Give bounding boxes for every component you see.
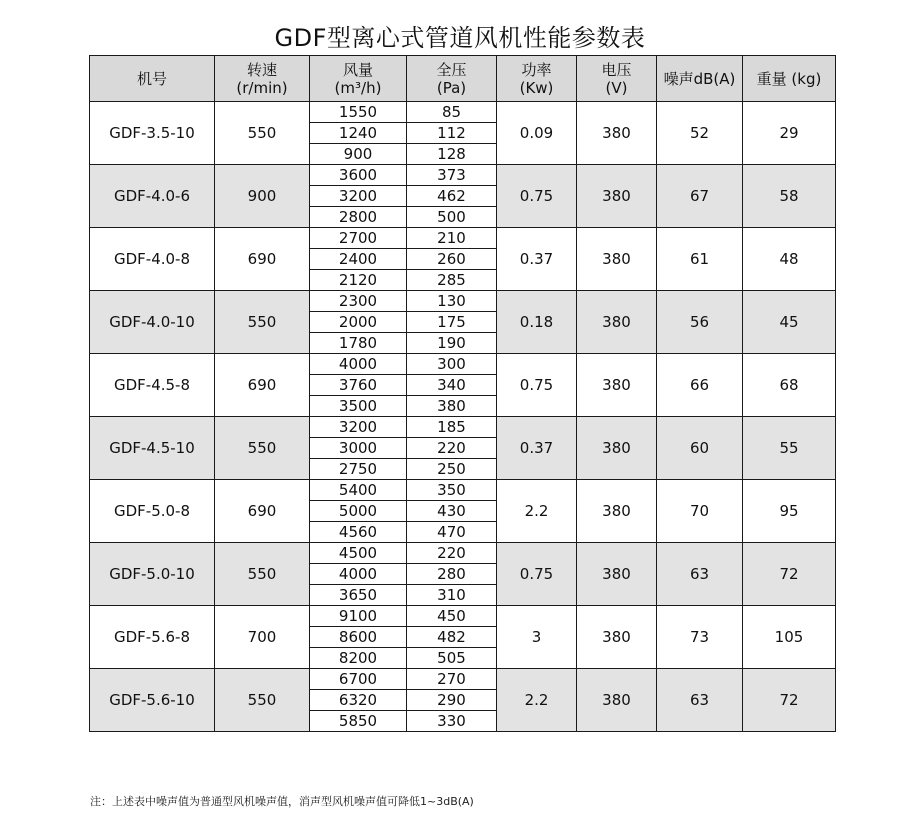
weight-cell: 55 [743, 417, 836, 480]
flow-cell: 5850 [310, 711, 407, 732]
model-cell: GDF-5.0-8 [90, 480, 215, 543]
model-cell: GDF-5.6-8 [90, 606, 215, 669]
flow-cell: 2000 [310, 312, 407, 333]
flow-cell: 4000 [310, 564, 407, 585]
flow-cell: 4560 [310, 522, 407, 543]
flow-cell: 8200 [310, 648, 407, 669]
flow-cell: 3200 [310, 186, 407, 207]
pressure-cell: 450 [407, 606, 497, 627]
flow-cell: 1240 [310, 123, 407, 144]
power-cell: 0.75 [497, 543, 577, 606]
pressure-cell: 430 [407, 501, 497, 522]
table-row [90, 228, 836, 249]
table-row [90, 291, 836, 312]
table-body [90, 102, 836, 732]
flow-cell: 3000 [310, 438, 407, 459]
table-row [90, 606, 836, 627]
power-cell: 0.37 [497, 228, 577, 291]
flow-cell: 2750 [310, 459, 407, 480]
header-weight: 重量 (kg) [743, 56, 836, 102]
header-noise: 噪声dB(A) [657, 56, 743, 102]
flow-cell: 2300 [310, 291, 407, 312]
noise-cell: 70 [657, 480, 743, 543]
voltage-cell: 380 [577, 669, 657, 732]
pressure-cell: 482 [407, 627, 497, 648]
noise-cell: 66 [657, 354, 743, 417]
speed-cell: 550 [215, 291, 310, 354]
flow-cell: 3650 [310, 585, 407, 606]
model-cell: GDF-4.0-6 [90, 165, 215, 228]
flow-cell: 9100 [310, 606, 407, 627]
weight-cell: 58 [743, 165, 836, 228]
power-cell: 0.09 [497, 102, 577, 165]
header-flow: 风量 (m³/h) [310, 56, 407, 102]
speed-cell: 550 [215, 417, 310, 480]
noise-cell: 63 [657, 543, 743, 606]
noise-cell: 73 [657, 606, 743, 669]
model-cell: GDF-5.0-10 [90, 543, 215, 606]
pressure-cell: 280 [407, 564, 497, 585]
weight-cell: 95 [743, 480, 836, 543]
fan-spec-table [89, 55, 836, 732]
model-cell: GDF-5.6-10 [90, 669, 215, 732]
header-power: 功率 (Kw) [497, 56, 577, 102]
table-row [90, 543, 836, 564]
pressure-cell: 470 [407, 522, 497, 543]
pressure-cell: 505 [407, 648, 497, 669]
flow-cell: 4500 [310, 543, 407, 564]
flow-cell: 1550 [310, 102, 407, 123]
noise-cell: 67 [657, 165, 743, 228]
voltage-cell: 380 [577, 480, 657, 543]
noise-cell: 61 [657, 228, 743, 291]
pressure-cell: 210 [407, 228, 497, 249]
pressure-cell: 340 [407, 375, 497, 396]
pressure-cell: 190 [407, 333, 497, 354]
voltage-cell: 380 [577, 102, 657, 165]
noise-cell: 60 [657, 417, 743, 480]
flow-cell: 3500 [310, 396, 407, 417]
flow-cell: 6700 [310, 669, 407, 690]
speed-cell: 550 [215, 543, 310, 606]
flow-cell: 6320 [310, 690, 407, 711]
pressure-cell: 290 [407, 690, 497, 711]
pressure-cell: 260 [407, 249, 497, 270]
table-row [90, 669, 836, 690]
power-cell: 3 [497, 606, 577, 669]
flow-cell: 5400 [310, 480, 407, 501]
weight-cell: 48 [743, 228, 836, 291]
flow-cell: 4000 [310, 354, 407, 375]
power-cell: 2.2 [497, 669, 577, 732]
voltage-cell: 380 [577, 354, 657, 417]
weight-cell: 72 [743, 669, 836, 732]
voltage-cell: 380 [577, 417, 657, 480]
table-row [90, 417, 836, 438]
page-title: GDF型离心式管道风机性能参数表 [274, 24, 646, 52]
speed-cell: 550 [215, 669, 310, 732]
table-row [90, 102, 836, 123]
pressure-cell: 300 [407, 354, 497, 375]
pressure-cell: 128 [407, 144, 497, 165]
speed-cell: 900 [215, 165, 310, 228]
header-row [90, 56, 836, 102]
speed-cell: 700 [215, 606, 310, 669]
model-cell: GDF-4.0-8 [90, 228, 215, 291]
voltage-cell: 380 [577, 606, 657, 669]
pressure-cell: 250 [407, 459, 497, 480]
speed-cell: 690 [215, 228, 310, 291]
weight-cell: 68 [743, 354, 836, 417]
power-cell: 0.37 [497, 417, 577, 480]
flow-cell: 3200 [310, 417, 407, 438]
voltage-cell: 380 [577, 291, 657, 354]
voltage-cell: 380 [577, 228, 657, 291]
flow-cell: 2800 [310, 207, 407, 228]
header-model: 机号 [90, 56, 215, 102]
pressure-cell: 380 [407, 396, 497, 417]
weight-cell: 45 [743, 291, 836, 354]
flow-cell: 1780 [310, 333, 407, 354]
voltage-cell: 380 [577, 543, 657, 606]
power-cell: 0.75 [497, 354, 577, 417]
speed-cell: 550 [215, 102, 310, 165]
footnote: 注：上述表中噪声值为普通型风机噪声值，消声型风机噪声值可降低1~3dB(A) [90, 795, 474, 808]
pressure-cell: 310 [407, 585, 497, 606]
flow-cell: 3600 [310, 165, 407, 186]
flow-cell: 2700 [310, 228, 407, 249]
flow-cell: 2400 [310, 249, 407, 270]
header-voltage: 电压 (V) [577, 56, 657, 102]
speed-cell: 690 [215, 354, 310, 417]
pressure-cell: 85 [407, 102, 497, 123]
weight-cell: 29 [743, 102, 836, 165]
model-cell: GDF-4.5-10 [90, 417, 215, 480]
pressure-cell: 462 [407, 186, 497, 207]
pressure-cell: 112 [407, 123, 497, 144]
pressure-cell: 330 [407, 711, 497, 732]
pressure-cell: 220 [407, 543, 497, 564]
power-cell: 0.75 [497, 165, 577, 228]
pressure-cell: 270 [407, 669, 497, 690]
header-speed: 转速 (r/min) [215, 56, 310, 102]
weight-cell: 105 [743, 606, 836, 669]
model-cell: GDF-4.0-10 [90, 291, 215, 354]
pressure-cell: 175 [407, 312, 497, 333]
pressure-cell: 220 [407, 438, 497, 459]
power-cell: 0.18 [497, 291, 577, 354]
power-cell: 2.2 [497, 480, 577, 543]
noise-cell: 63 [657, 669, 743, 732]
flow-cell: 900 [310, 144, 407, 165]
flow-cell: 5000 [310, 501, 407, 522]
flow-cell: 2120 [310, 270, 407, 291]
header-pressure: 全压 (Pa) [407, 56, 497, 102]
model-cell: GDF-3.5-10 [90, 102, 215, 165]
pressure-cell: 285 [407, 270, 497, 291]
noise-cell: 56 [657, 291, 743, 354]
voltage-cell: 380 [577, 165, 657, 228]
flow-cell: 3760 [310, 375, 407, 396]
pressure-cell: 373 [407, 165, 497, 186]
model-cell: GDF-4.5-8 [90, 354, 215, 417]
speed-cell: 690 [215, 480, 310, 543]
pressure-cell: 130 [407, 291, 497, 312]
table-row [90, 165, 836, 186]
flow-cell: 8600 [310, 627, 407, 648]
noise-cell: 52 [657, 102, 743, 165]
table-row [90, 354, 836, 375]
pressure-cell: 350 [407, 480, 497, 501]
weight-cell: 72 [743, 543, 836, 606]
pressure-cell: 500 [407, 207, 497, 228]
pressure-cell: 185 [407, 417, 497, 438]
table-row [90, 480, 836, 501]
